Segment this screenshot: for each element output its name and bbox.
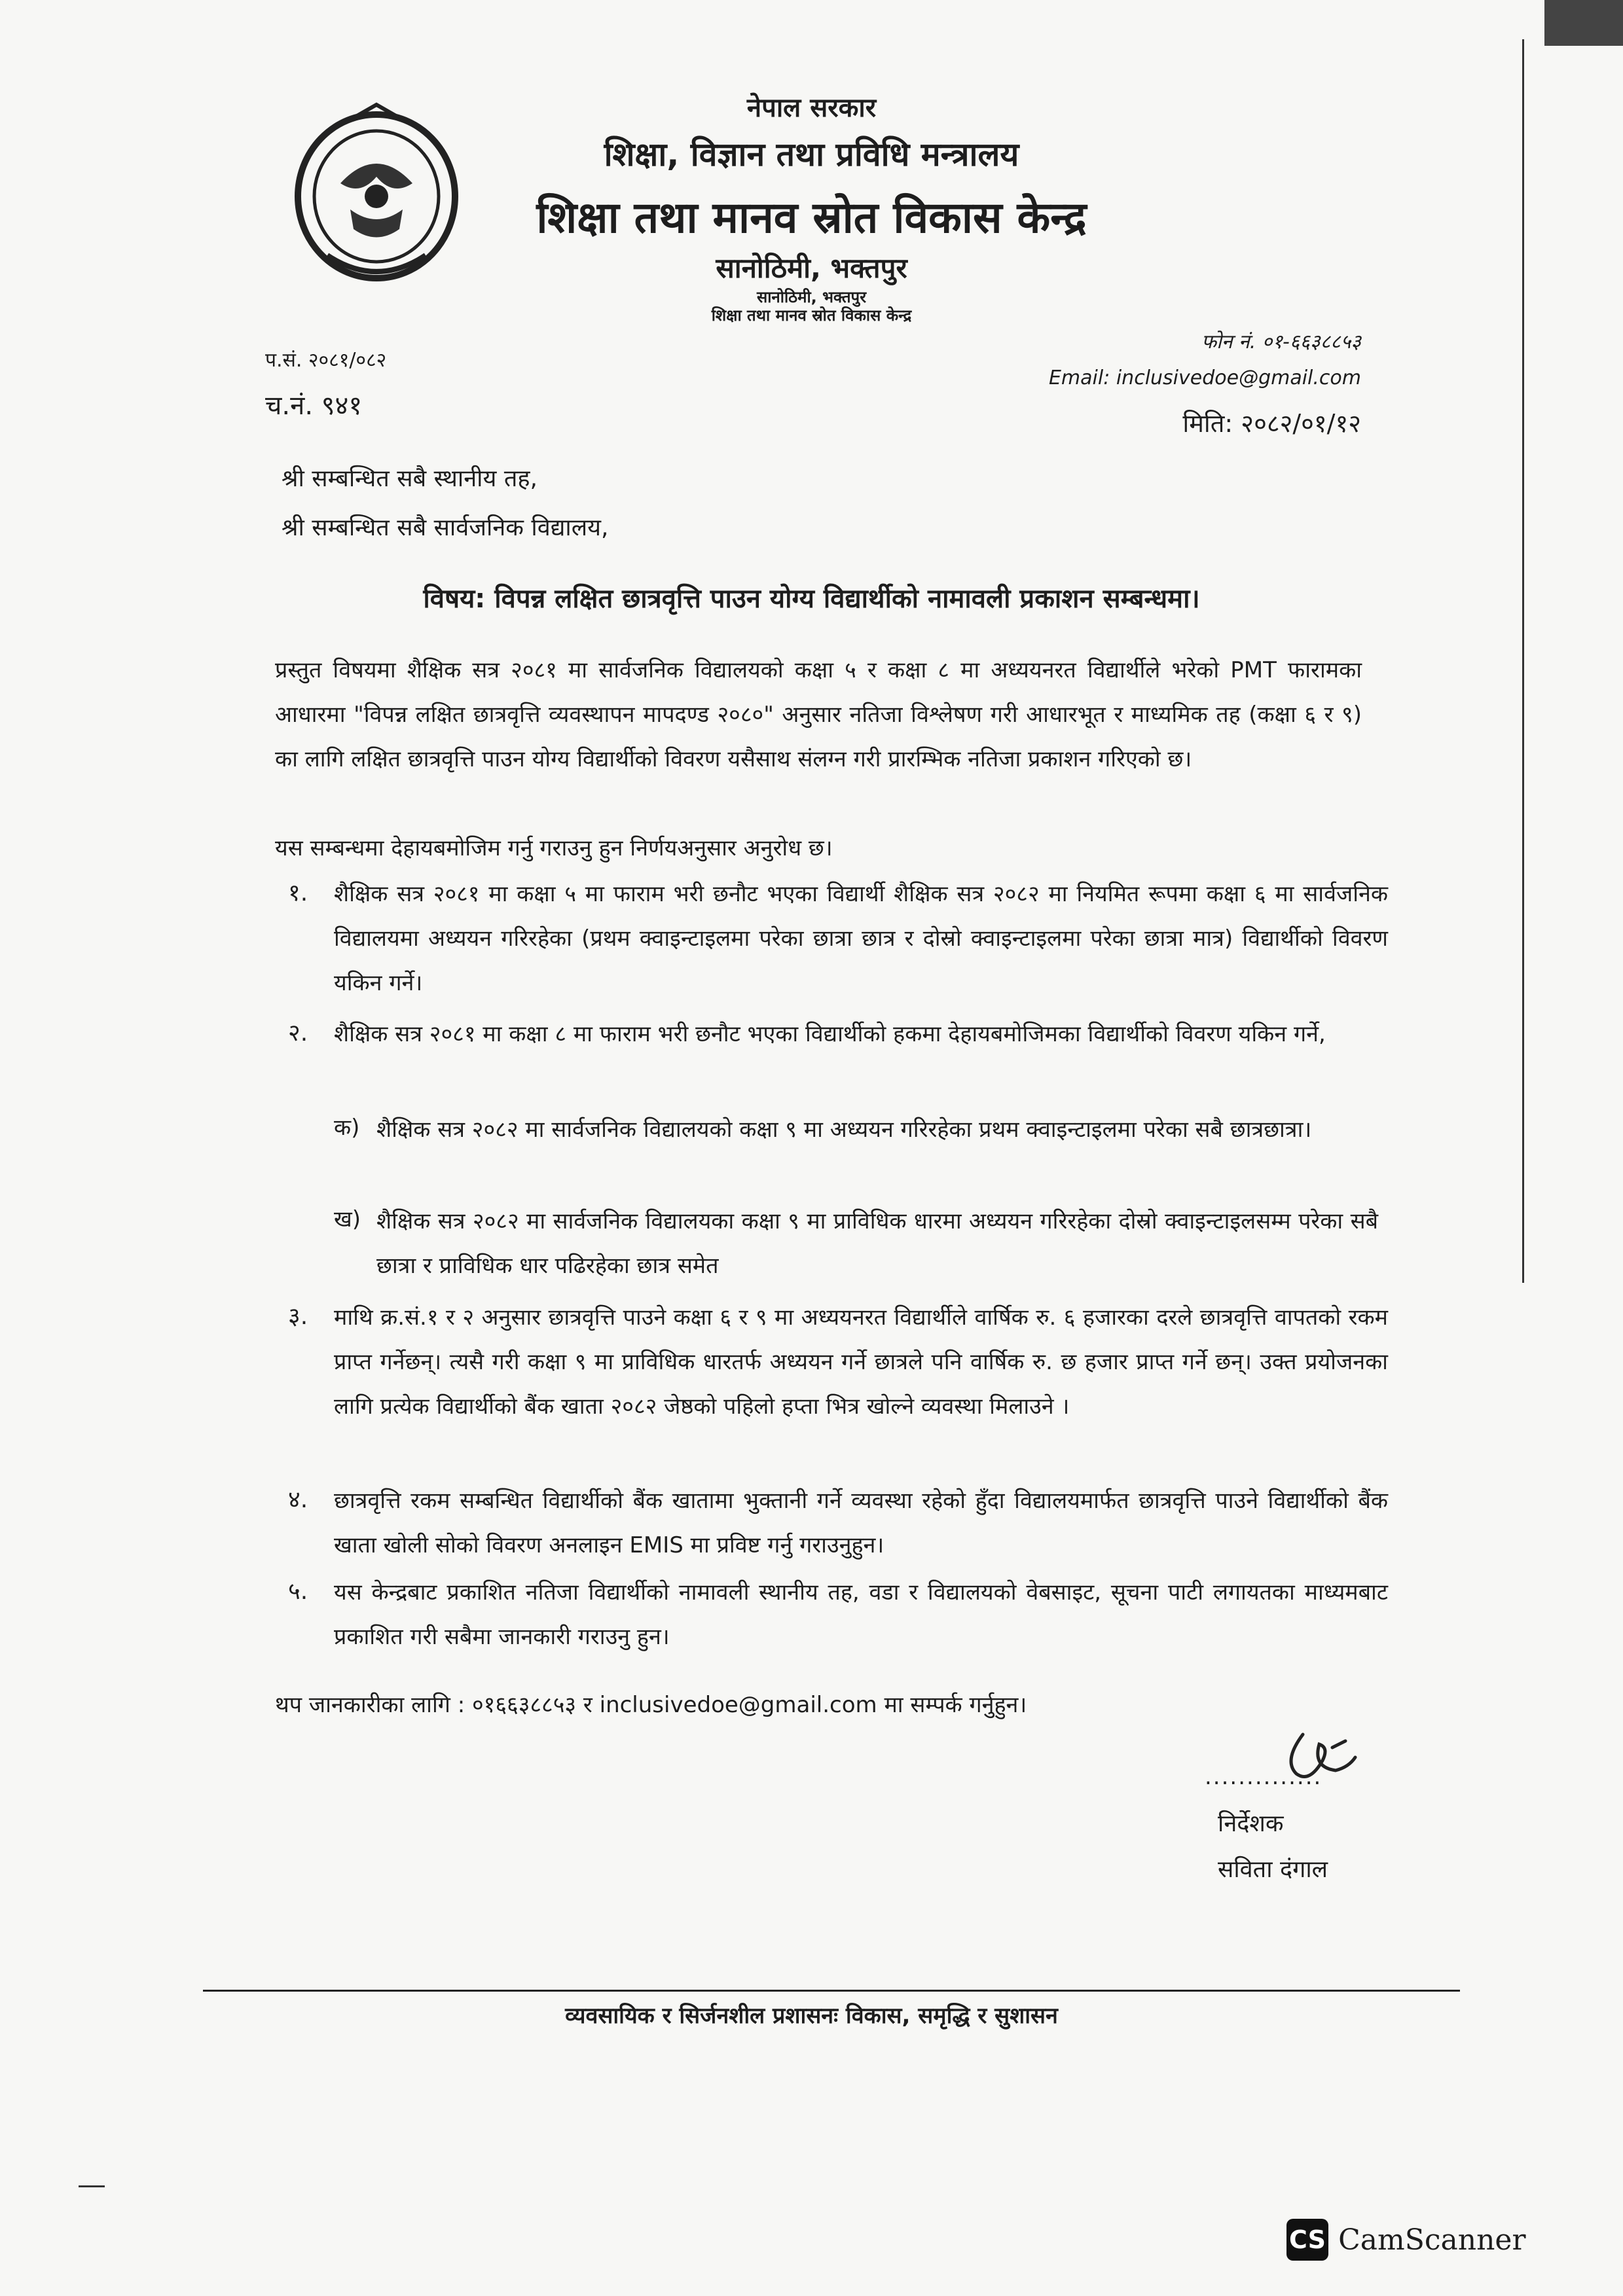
signer-name: सविता दंगाल — [1218, 1856, 1328, 1883]
recipient-schools: श्री सम्बन्धित सबै सार्वजनिक विद्यालय, — [282, 514, 609, 541]
letter-subject: विषय: विपन्न लक्षित छात्रवृत्ति पाउन योग्य विद्यार्थीको नामावली प्रकाशन सम्बन्धमा। — [423, 584, 1200, 614]
header-ministry: शिक्षा, विज्ञान तथा प्रविधि मन्त्रालय — [604, 135, 1019, 173]
scan-corner-shadow — [1544, 0, 1623, 46]
item-text-1: शैक्षिक सत्र २०८१ मा कक्षा ५ मा फाराम भरी छनौट भएका विद्यार्थी शैक्षिक सत्र २०८२ मा नियमित रूपमा कक्षा ६ मा सार्वजनिक विद्यालयमा अध्ययन गरिरहेका (प्रथम क्वाइन्टाइलमा परेका छात्रा छात्र र दोस्रो क्वाइन्टाइलमा परेका छात्रा मात्र) विद्यार्थीको विवरण यकिन गर्ने। — [334, 881, 1388, 996]
stamp-line-2: शिक्षा तथा मानव स्रोत विकास केन्द्र — [711, 306, 912, 325]
contact-line: थप जानकारीका लागि : ०१६६३८८५३ र inclusivedoe@gmail.com मा सम्पर्क गर्नुहुन। — [275, 1692, 1027, 1718]
footer-slogan: व्यवसायिक र सिर्जनशील प्रशासनः विकास, समृद्धि र सुशासन — [565, 2003, 1058, 2029]
camscanner-watermark — [1286, 2219, 1525, 2261]
camscanner-logo-icon: CS — [1286, 2219, 1328, 2261]
scan-dash-mark — [79, 2185, 105, 2187]
subitem-text-ka: शैक्षिक सत्र २०८२ मा सार्वजनिक विद्यालयको कक्षा ९ मा अध्ययन गरिरहेका प्रथम क्वाइन्टाइलमा परेका सबै छात्रछात्रा। — [376, 1117, 1312, 1143]
item-number-1: १. — [288, 880, 308, 906]
item-text-3: माथि क्र.सं.१ र २ अनुसार छात्रवृत्ति पाउने कक्षा ६ र ९ मा अध्ययनरत विद्यार्थीले वार्षिक रु. ६ हजारका दरले छात्रवृत्ति वापतको रकम प्राप्त गर्नेछन्। त्यसै गरी कक्षा ९ मा प्राविधिक धारतर्फ अध्ययन गर्ने छात्रले पनि वार्षिक रु. छ हजार प्राप्त गर्ने छन्। उक्त प्रयोजनका लागि प्रत्येक विद्यार्थीको बैंक खाता २०८२ जेष्ठको पहिलो हप्ता भित्र खोल्ने व्यवस्था मिलाउने । — [334, 1304, 1388, 1420]
item-number-3: ३. — [288, 1303, 308, 1330]
footer-rule — [203, 1990, 1460, 1992]
item-number-4: ४. — [288, 1486, 308, 1513]
item-text-4: छात्रवृत्ति रकम सम्बन्धित विद्यार्थीको बैंक खातामा भुक्तानी गर्ने व्यवस्था रहेको हुँदा विद्यालयमार्फत छात्रवृत्ति पाउने विद्यार्थीको बैंक खाता खोली सोको विवरण अनलाइन EMIS मा प्रविष्ट गर्नु गराउनुहुन। — [334, 1488, 1388, 1558]
item-number-2: २. — [288, 1020, 308, 1047]
signer-title: निर्देशक — [1218, 1810, 1284, 1837]
dispatch-number: च.नं. ९४१ — [265, 391, 363, 421]
subitem-label-kha: ख) — [334, 1206, 361, 1232]
header-stamp-text — [0, 288, 1623, 325]
item-text-2: शैक्षिक सत्र २०८१ मा कक्षा ८ मा फाराम भरी छनौट भएका विद्यार्थीको हकमा देहायबमोजिमका विद्यार्थीको विवरण यकिन गर्ने, — [334, 1021, 1326, 1047]
recipient-local-levels: श्री सम्बन्धित सबै स्थानीय तह, — [282, 465, 538, 492]
camscanner-text: CamScanner — [1338, 2223, 1526, 2257]
header-centre: शिक्षा तथा मानव स्रोत विकास केन्द्र — [536, 192, 1087, 243]
item-number-5: ५. — [288, 1578, 308, 1605]
stamp-line-1: सानोठिमी, भक्तपुर — [756, 288, 867, 306]
email-address: Email: inclusivedoe@gmail.com — [1048, 367, 1361, 389]
request-paragraph: यस सम्बन्धमा देहायबमोजिम गर्नु गराउनु हुन निर्णयअनुसार अनुरोध छ। — [275, 835, 833, 861]
item-text-5: यस केन्द्रबाट प्रकाशित नतिजा विद्यार्थीको नामावली स्थानीय तह, वडा र विद्यालयको वेबसाइट, सूचना पाटी लगायतका माध्यमबाट प्रकाशित गरी सबैमा जानकारी गराउनु हुन। — [334, 1579, 1388, 1650]
subitem-text-kha: शैक्षिक सत्र २०८२ मा सार्वजनिक विद्यालयका कक्षा ९ मा प्राविधिक धारमा अध्ययन गरिरहेका दोस्रो क्वाइन्टाइलसम्म परेका सबै छात्रा र प्राविधिक धार पढिरहेका छात्र समेत — [376, 1208, 1378, 1279]
header-location: सानोठिमी, भक्तपुर — [716, 252, 907, 284]
header-government: नेपाल सरकार — [746, 93, 877, 123]
intro-paragraph: प्रस्तुत विषयमा शैक्षिक सत्र २०८१ मा सार्वजनिक विद्यालयको कक्षा ५ र कक्षा ८ मा अध्ययनरत विद्यार्थीले भरेको PMT फारामका आधारमा "विपन्न लक्षित छात्रवृत्ति व्यवस्थापन मापदण्ड २०८०" अनुसार नतिजा विश्लेषण गरी आधारभूत र माध्यमिक तह (कक्षा ६ र ९) का लागि लक्षित छात्रवृत्ति पाउन योग्य विद्यार्थीको विवरण यसैसाथ संलग्न गरी प्रारम्भिक नतिजा प्रकाशन गरिएको छ। — [275, 657, 1362, 772]
phone-number: फोन नं. ०१-६६३८८५३ — [1201, 331, 1361, 353]
reference-number: प.सं. २०८१/०८२ — [265, 349, 387, 372]
signature-dotted-line: .............. — [1205, 1764, 1322, 1790]
letter-date: मिति: २०८२/०१/१२ — [1182, 409, 1361, 438]
subitem-label-ka: क) — [334, 1115, 360, 1141]
